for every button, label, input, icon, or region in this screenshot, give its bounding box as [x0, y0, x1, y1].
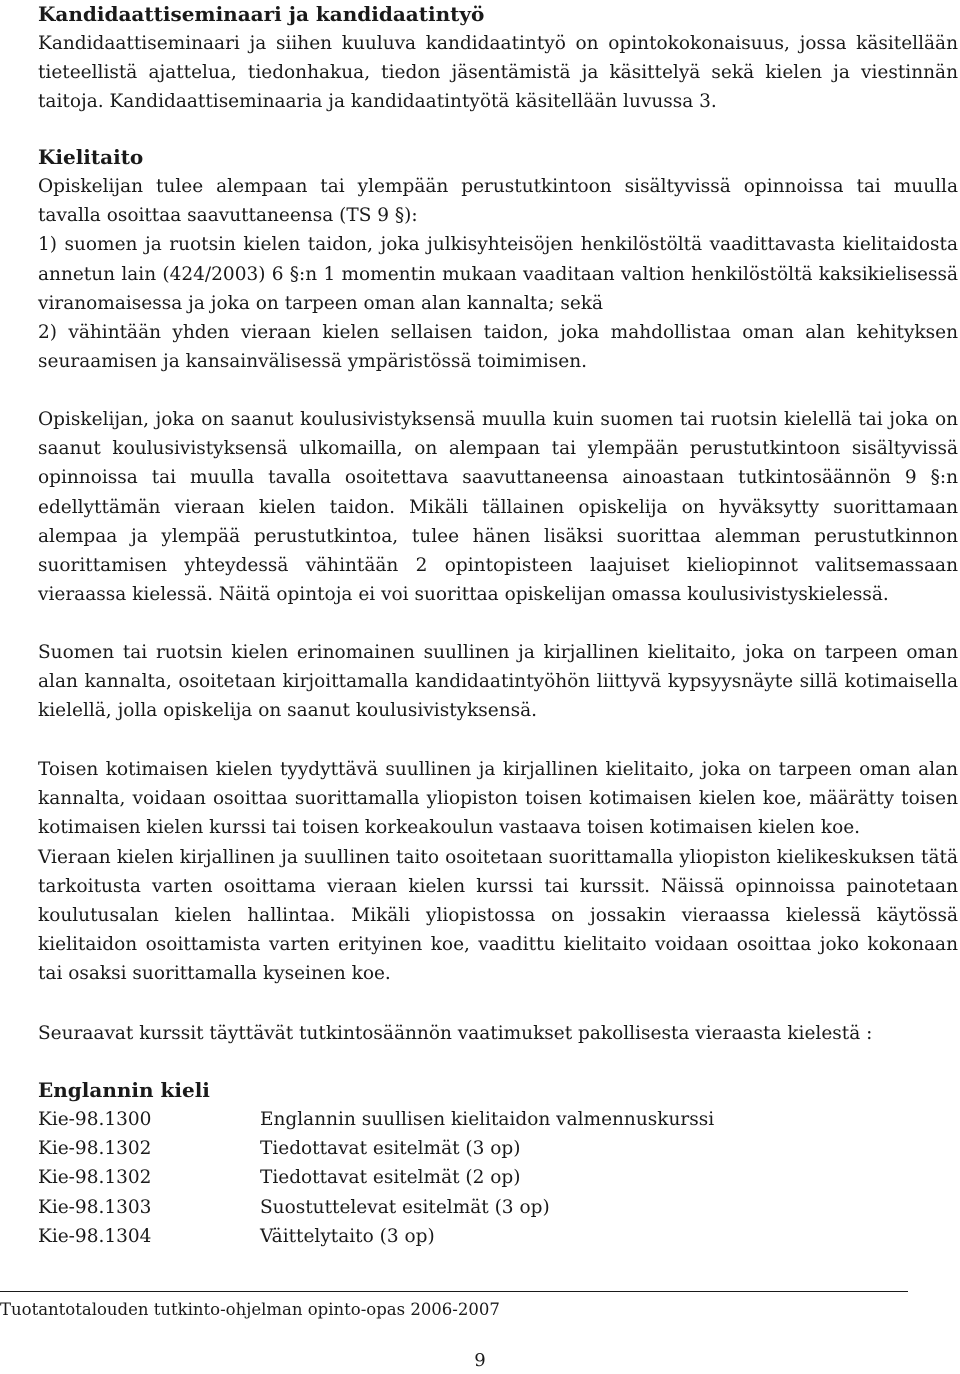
course-name: Suostuttelevat esitelmät (3 op) — [260, 1196, 550, 1218]
second-language-paragraph: Toisen kotimaisen kielen tyydyttävä suullinen ja kirjallinen kielitaito, joka on tarpeen oman alan kannalta, voidaan osoittaa suorittamalla yliopiston toisen kotimaisen kielen koe, määrätty toisen kotimaisen kielen kurssi tai toisen korkeakoulun vastaava toisen kotimaisen kielen koe. — [38, 759, 958, 839]
courses-intro: Seuraavat kurssit täyttävät tutkintosäännön vaatimukset pakollisesta vieraasta kielestä : — [38, 1023, 873, 1044]
footer-divider — [0, 1291, 908, 1292]
course-code: Kie-98.1302 — [38, 1167, 152, 1189]
foreign-language-paragraph: Vieraan kielen kirjallinen ja suullinen taito osoitetaan suorittamalla yliopiston kielikeskuksen tätä tarkoitusta varten osoittama vieraan kielen kurssi tai kurssit. Näissä opinnoissa painotetaan koulutusalan kielen hallintaa. Mikäli yliopistossa on jossakin vieraassa kielessä käytössä kielitaidon osoittamista varten erityinen koe, vaadittu kielitaito voidaan osoittaa joko kokonaan tai osaksi suorittamalla kyseinen koe. — [38, 846, 958, 985]
course-name: Tiedottavat esitelmät (3 op) — [260, 1138, 521, 1160]
foreign-schooling-section — [38, 405, 958, 609]
english-section — [38, 1076, 958, 1251]
course-name: Englannin suullisen kielitaidon valmennuskurssi — [260, 1109, 715, 1130]
footer-text: Tuotantotalouden tutkinto-ohjelman opinto-opas 2006-2007 — [0, 1300, 500, 1319]
language-item-2: 2) vähintään yhden vieraan kielen sellaisen taidon, joka mahdollistaa oman alan kehityksen seuraamisen ja kansainvälisessä ympäristössä toimimisen. — [38, 322, 958, 373]
course-code: Kie-98.1300 — [38, 1109, 152, 1130]
native-language-section — [38, 638, 958, 726]
language-item-1: 1) suomen ja ruotsin kielen taidon, joka julkisyhteisöjen henkilöstöltä vaadittavasta kielitaidosta annetun lain (424/2003) 6 §:n 1 momentin mukaan vaaditaan valtion henkilöstöltä kaksikielisessä viranomaisessa ja joka on tarpeen oman alan kannalta; sekä — [38, 234, 958, 314]
language-intro: Opiskelijan tulee alempaan tai ylempään perustutkintoon sisältyvissä opinnoissa tai muulla tavalla osoittaa saavuttaneensa (TS 9 §): — [38, 176, 958, 227]
course-table — [38, 1105, 714, 1251]
language-section — [38, 143, 958, 376]
seminar-heading: Kandidaattiseminaari ja kandidaatintyö — [38, 2, 485, 26]
table-row — [38, 1105, 714, 1134]
table-row — [38, 1193, 714, 1222]
course-name: Tiedottavat esitelmät (2 op) — [260, 1167, 521, 1189]
course-code: Kie-98.1303 — [38, 1196, 152, 1218]
table-row — [38, 1134, 714, 1163]
language-heading: Kielitaito — [38, 145, 144, 169]
english-heading: Englannin kieli — [38, 1078, 210, 1102]
table-row — [38, 1222, 714, 1251]
course-name: Väittelytaito (3 op) — [260, 1225, 435, 1247]
page-number: 9 — [474, 1350, 486, 1371]
courses-intro-section — [38, 1019, 958, 1048]
second-language-section — [38, 755, 958, 989]
seminar-paragraph: Kandidaattiseminaari ja siihen kuuluva kandidaatintyö on opintokokonaisuus, jossa käsitellään tieteellistä ajattelua, tiedonhakua, tiedon jäsentämistä ja käsittelyä sekä kielen ja viestinnän taitoja. Kandidaattiseminaaria ja kandidaatintyötä käsitellään luvussa 3. — [38, 33, 958, 113]
table-row — [38, 1163, 714, 1192]
course-code: Kie-98.1302 — [38, 1138, 152, 1160]
course-code: Kie-98.1304 — [38, 1225, 152, 1247]
seminar-section — [38, 0, 958, 117]
native-language-paragraph: Suomen tai ruotsin kielen erinomainen suullinen ja kirjallinen kielitaito, joka on tarpeen oman alan kannalta, osoitetaan kirjoittamalla kandidaatintyöhön liittyvä kypsyysnäyte sillä kotimaisella kielellä, jolla opiskelija on saanut koulusivistyksensä. — [38, 642, 958, 722]
foreign-schooling-paragraph: Opiskelijan, joka on saanut koulusivistyksensä muulla kuin suomen tai ruotsin kielellä tai joka on saanut koulusivistyksensä ulkomailla, on alempaan tai ylempään perustutkintoon sisältyvissä opinnoissa tai muulla tavalla osoitettava saavuttaneensa ainoastaan tutkintosäännön 9 §:n edellyttämän vieraan kielen taidon. Mikäli tällainen opiskelija on hyväksytty suorittamaan alempaa ja ylempää perustutkintoa, tulee hänen lisäksi suorittaa alemman perustutkinnon suorittamisen yhteydessä vähintään 2 opintopisteen laajuiset kieliopinnot valitsemassaan vieraassa kielessä. Näitä opintoja ei voi suorittaa opiskelijan omassa koulusivistyskielessä. — [38, 409, 958, 606]
